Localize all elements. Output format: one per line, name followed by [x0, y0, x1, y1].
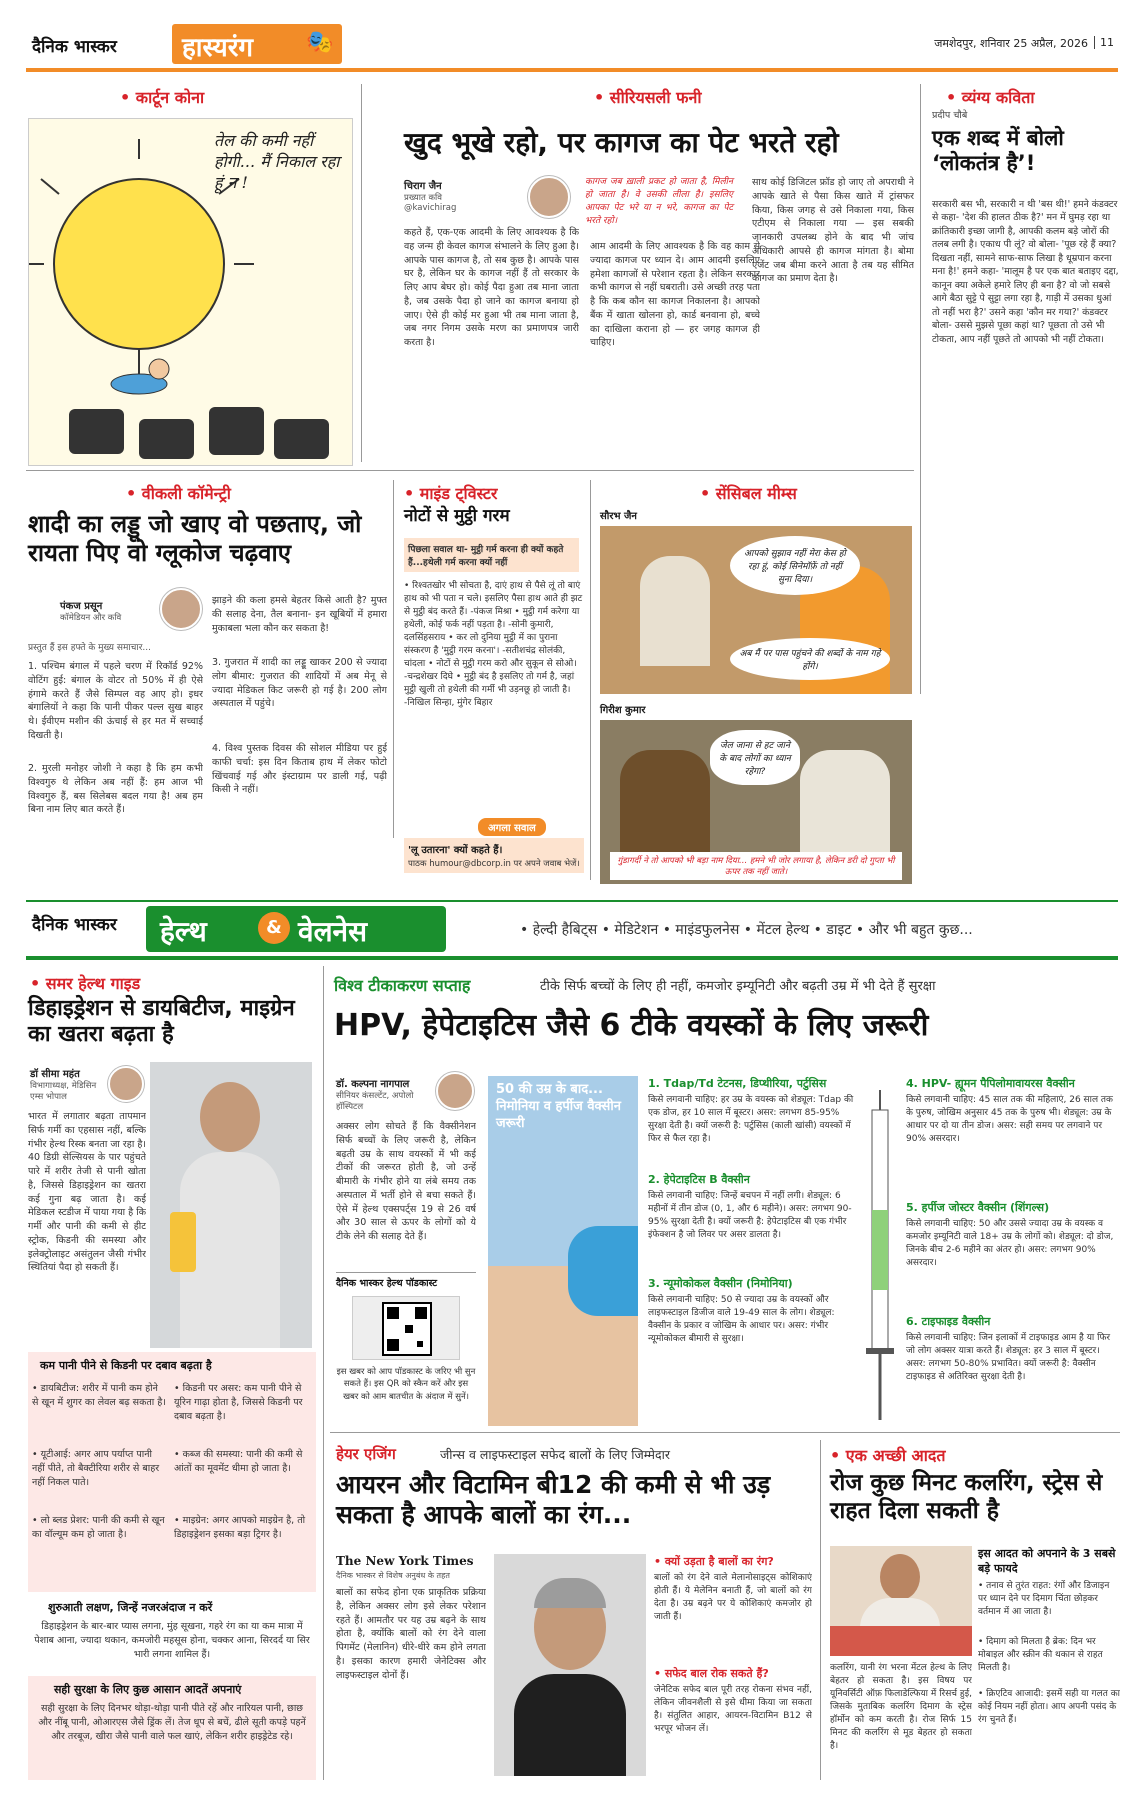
vaccine-intro: अक्सर लोग सोचते हैं कि वैक्सीनेशन सिर्फ बच्चों के लिए जरूरी है, लेकिन बढ़ती उम्र के साथ वयस्कों में भी कई टीकों की जरूरत होती है, जो उन्हें बीमारी के गंभीर होने या लंबे समय तक अस्पताल में भर्ती होने से बचा सकते हैं। ऐसे में हेल्थ एक्सपर्ट्स 19 से 26 वर्ष और 30 साल से ऊपर के लोगों को ये टीके लेने की सलाह देते हैं। [336, 1121, 476, 1243]
serious-tag: • सीरियसली फनी [594, 86, 701, 108]
author-avatar [108, 1066, 144, 1102]
vaccine-2-heading: 2. हेपेटाइटिस B वैक्सीन [648, 1173, 750, 1186]
meme-caption-2: गुंडागर्दी ने तो आपको भी बड़ा नाम दिया... हमने भी जोर लगाया है, लेकिन डरी दो गुप्ता भी ऊपर तक नहीं जाते। [610, 852, 902, 880]
vaccine-5-heading: 5. हर्पीज जोस्टर वैक्सीन (शिंगल्स) [906, 1201, 1050, 1214]
hair-question-2: • सफेद बाल रोक सकते हैं? [654, 1667, 769, 1680]
gloved-hand [568, 1226, 638, 1316]
summer-sub-2: शुरुआती लक्षण, जिन्हें नजरअंदाज न करें [48, 1601, 213, 1614]
hair-source-sub: दैनिक भास्कर से विशेष अनुबंध के तहत [336, 1571, 450, 1580]
divider [361, 84, 362, 462]
vaccine-6-text: किसे लगवानी चाहिए: जिन इलाकों में टाइफाइड आम है या फिर जो लोग अक्सर यात्रा करते हैं। शेड्यूल: हर 3 साल में बूस्टर। असर: लगभग 50-80% प्रभावित। क्यों जरूरी है: वैक्सीन टाइफाइड से अतिरिक्त सुरक्षा देती है। [906, 1333, 1111, 1383]
author-role: कॉमेडियन और कवि [60, 613, 122, 623]
divider [820, 1440, 821, 1780]
mind-twister-headline: नोटों से मुट्ठी गरम [404, 506, 510, 526]
meme-bubble-2: जेल जाना से हट जाने के बाद लोगों का ध्यान रहेगा? [710, 730, 800, 785]
meme-bubble-1b: अब मैं पर पास पहुंचने की शब्दों के नाम गहे होंगे। [730, 638, 890, 680]
weekly-tag: • वीकली कॉमेन्ट्री [126, 482, 231, 504]
summer-point-1: • डायबिटीज: शरीर में पानी कम होने से खून में शुगर का लेवल बढ़ सकता है। [32, 1383, 166, 1408]
health-title-left: हेल्थ [160, 915, 207, 948]
poem-tag: • व्यंग्य कविता [946, 86, 1035, 108]
health-newspaper-logo: दैनिक भास्कर [32, 915, 117, 935]
author-avatar [528, 176, 570, 218]
divider [920, 84, 921, 694]
habit-benefit-2: • दिमाग को मिलता है ब्रेक: दिन भर मोबाइल और स्क्रीन की थकान से राहत मिलती है। [978, 1637, 1103, 1674]
author-role: विभागाध्यक्ष, मेडिसिन एम्स भोपाल [30, 1081, 97, 1102]
vaccine-3-heading: 3. न्यूमोकोकल वैक्सीन (निमोनिया) [648, 1277, 793, 1290]
habit-para: कलरिंग, यानी रंग भरना मेंटल हेल्थ के लिए बेहतर हो सकता है। इस विषय पर यूनिवर्सिटी ऑफ़ फिलाडेल्फिया में रिसर्च हुई, जिसके मुताबिक कलरिंग दिमाग के स्ट्रेस हॉर्मोन को कम करती है। रोज सिर्फ 15 मिनट की कलरिंग से मूड बेहतर हो सकता है। [830, 1663, 972, 1752]
podcast-text: इस खबर को आप पॉडकास्ट के जरिए भी सुन सकते हैं। इस QR को स्कैन करें और इस खबर को आम बातचीत के अंदाज में सुनें। [336, 1367, 476, 1402]
masks-icon: 🎭 [306, 30, 334, 55]
qr-graphic [353, 1297, 461, 1361]
page-number: 11 [1094, 36, 1114, 49]
summer-tag: • समर हेल्थ गाइड [30, 972, 140, 994]
summer-point-8: सही सुरक्षा के लिए दिनभर थोड़ा-थोड़ा पानी पीते रहें और नारियल पानी, छाछ और नींबू पानी, ओआरएस जैसे ड्रिंक लें। तेज धूप से बचें, ढीले सूती कपड़े पहनें और तरबूज, खीरा जैसे पानी वाले फल खाएं, लेकिन शरीर हाइड्रेटेड रहे। [38, 1703, 306, 1742]
health-rule-top [26, 900, 1118, 902]
vaccine-byline [336, 1076, 436, 1112]
meme-photo-2 [600, 720, 912, 884]
qr-code-icon[interactable] [352, 1296, 460, 1360]
summer-sub-1: कम पानी पीने से किडनी पर दबाव बढ़ता है [40, 1359, 212, 1372]
section-title-box [172, 24, 342, 64]
next-question-label: अगला सवाल [478, 818, 546, 836]
hair-headline: आयरन और विटामिन बी12 की कमी से भी उड़ सकता है आपके बालों का रंग... [336, 1470, 771, 1529]
summer-headline: डिहाइड्रेशन से डायबिटीज, माइग्रेन का खतरा बढ़ता है [28, 996, 295, 1048]
habit-benefit-1: • तनाव से तुरंत राहत: रंगों और डिजाइन पर ध्यान देने पर दिमाग चिंता छोड़कर वर्तमान में आ जाता है। [978, 1581, 1110, 1618]
vaccine-headline: HPV, हेपेटाइटिस जैसे 6 टीके वयस्कों के लिए जरूरी [334, 1008, 929, 1043]
cartoon-tag: • कार्टून कोना [120, 86, 204, 108]
vaccine-3-text: किसे लगवानी चाहिए: 50 से ज्यादा उम्र के वयस्कों और लाइफस्टाइल डिजीज वाले 19-49 साल के लोग। शेड्यूल: वैक्सीन के प्रकार व जोखिम के आधार पर। असर: गंभीर न्यूमोकोकल बीमारी से सुरक्षा। [648, 1295, 835, 1345]
masthead [26, 22, 1118, 66]
ampersand-icon: & [258, 912, 290, 944]
vaccine-4-heading: 4. HPV- ह्यूमन पैपिलोमावायरस वैक्सीन [906, 1077, 1075, 1090]
person-2 [800, 750, 890, 860]
meme-photo-1 [600, 526, 912, 694]
summer-point-7: डिहाइड्रेशन के बार-बार प्यास लगना, मुंह सूखना, गहरे रंग का या कम मात्रा में पेशाब आना, ज्यादा थकान, कमजोरी महसूस होना, चक्कर आना, सिरदर्द या सिर भारी लगना शामिल हैं। [34, 1621, 310, 1660]
email-note: पाठक humour@dbcorp.in पर अपने जवाब भेजें। [404, 858, 584, 873]
author-role: प्रख्यात कवि [404, 193, 442, 203]
person-1 [620, 750, 710, 860]
vaccine-6-heading: 6. टाइफाइड वैक्सीन [906, 1315, 991, 1328]
summer-point-4: • कब्ज की समस्या: पानी की कमी से आंतों का मूवमेंट धीमा हो जाता है। [174, 1449, 303, 1474]
author-name: डॉ. कल्पना नागपाल [336, 1079, 410, 1090]
author-role: सीनियर कंसल्टेंट, अपोलो हॉस्पिटल [336, 1091, 414, 1112]
person-1 [640, 556, 710, 666]
cartoon-panel [28, 118, 353, 466]
habit-sub: इस आदत को अपनाने के 3 सबसे बड़े फायदे [978, 1547, 1116, 1575]
summer-point-3: • यूटीआई: अगर आप पर्याप्त पानी नहीं पीते, तो बैक्टीरिया शरीर से बाहर नहीं निकल पाते। [32, 1449, 160, 1488]
man-grey-hair-photo [494, 1554, 646, 1776]
vaccine-2-text: किसे लगवानी चाहिए: जिन्हें बचपन में नहीं लगी। शेड्यूल: 6 महीनों में तीन डोज (0, 1, और 6 महीने)। असर: लगभग 90-95% सुरक्षा देती है। क्यों जरूरी है: हेपेटाइटिस बी एक गंभीर इंफेक्शन है जो लिवर पर असर डालता है। [648, 1191, 852, 1241]
hair-answer-1: बालों को रंग देने वाले मेलानोसाइट्स कोशिकाएं होती हैं। ये मेलेनिन बनाती हैं, जो बालों को रंग देता है। उम्र बढ़ने पर ये कोशिकाएं कमजोर हो जाती हैं। [654, 1573, 812, 1623]
health-title-right: वेलनेस [298, 915, 368, 948]
shirt [514, 1674, 626, 1776]
coloring-book [830, 1626, 972, 1656]
grey-hair [534, 1578, 606, 1608]
serious-col3: साथ कोई डिजिटल फ्रॉड हो जाए तो अपराधी ने आपके खाते से पैसा किस खाते में ट्रांसफर किया, किस जगह से उसे निकाला गया, किस एटीएम से निकाला गया — इस सबकी जानकारी उपलब्ध होने के बाद भी जांच अधिकारी आपसे ही कागज मांगता है। बोमा एजेंट जब बीमा करने आता है तब यह सीमित कागज का प्रमाण देता है। [752, 177, 914, 285]
weekly-byline [60, 598, 121, 623]
vaccine-kicker: टीके सिर्फ बच्चों के लिए ही नहीं, कमजोर इम्यूनिटी और बढ़ती उम्र में भी देते हैं सुरक्षा [540, 979, 936, 994]
weekly-item-3: 3. गुजरात में शादी का लड्डू खाकर 200 से ज्यादा लोग बीमार: गुजरात की शादियों में अब मेनू से ज्यादा मेडिकल किट जरूरी हो गई है। 200 लोग अस्पताल में पहुंचे। [212, 657, 387, 710]
author-handle: @kavichirag [404, 203, 457, 213]
poem-text: सरकारी बस भी, सरकारी न थी 'बस थी!' हमने कंडक्टर से कहा- 'देश की हालत ठीक है?' मन में घुमड़ रहा था क्रांतिकारी इच्छा जागी है, आपकी कलम बड़े जोरों की तलब लगी है। एकाध पी लूं? वो बोला- 'पूछ रहे हैं क्या? दिखता नहीं, सामने साफ-साफ लिखा है धूम्रपान करना मना है!' हमने कहा- 'मालूम है पर एक बात बताइए दद्दा, कानून क्या अकेले हमारे लिए ही बना है? वो जो सबसे आगे बैठा सुट्टे पे सुट्टा लगा रहा है, गाड़ी में उसका धुआं तो नहीं भरा है?' उसने कहा 'कौन मर गया?' कंडक्टर बोला- उससे मुझसे पूछा कहां था? पूछता तो उसे भी टोकता, आप नहीं पूछते तो आपको भी नहीं टोकता। [932, 199, 1119, 345]
meme-credit-2: गिरीश कुमार [600, 705, 646, 716]
hair-kicker: जीन्स व लाइफस्टाइल सफेद बालों के लिए जिम्मेदार [440, 1447, 671, 1462]
summer-byline [30, 1066, 110, 1102]
divider [590, 480, 591, 880]
mind-twister-question: पिछला सवाल था- मुट्ठी गर्म करना ही क्यों कहते हैं...हथेली गर्म करना क्यों नहीं [404, 538, 579, 572]
section-title: हास्यरंग [182, 33, 254, 63]
woman-drinking-photo [150, 1062, 312, 1348]
hair-tag: हेयर एजिंग [336, 1445, 396, 1463]
vaccine-tag: विश्व टीकाकरण सप्ताह [334, 976, 471, 995]
author-avatar [436, 1072, 474, 1110]
summer-point-5: • लो ब्लड प्रेशर: पानी की कमी से खून का वॉल्यूम कम हो जाता है। [32, 1515, 165, 1540]
summer-point-2: • किडनी पर असर: कम पानी पीने से यूरिन गाढ़ा होता है, जिससे किडनी पर दबाव बढ़ता है। [174, 1383, 303, 1422]
vaccine-5-text: किसे लगवानी चाहिए: 50 और उससे ज्यादा उम्र के वयस्क व कमजोर इम्यूनिटी वाले 18+ उम्र के लोगों को। शेड्यूल: दो डोज, जिनके बीच 2-6 महीने का अंतर हो। असर: लगभग 90% असरदार। [906, 1219, 1114, 1269]
divider [393, 480, 394, 838]
syringe-graphic [858, 1090, 902, 1430]
photo-caption: 50 की उम्र के बाद... निमोनिया व हर्पीज वैक्सीन जरूरी [496, 1082, 621, 1131]
summer-sub-3: सही सुरक्षा के लिए कुछ आसान आदतें अपनाएं [54, 1683, 242, 1696]
serious-headline: खुद भूखे रहो, पर कागज का पेट भरते रहो [404, 126, 839, 159]
mind-twister-tag: • माइंड ट्विस्टर [404, 482, 497, 504]
weekly-headline: शादी का लड्डू जो खाए वो पछताए, जो रायता पिए वो ग्लूकोज चढ़वाए [28, 510, 362, 567]
meme-bubble-1a: आपको सुझाव नहीं मेरा केस हो रहा हूं, कोई सिनेमॉफ़ें तो नहीं सुना दिया। [730, 536, 860, 595]
divider [330, 1432, 1120, 1433]
divider [26, 470, 914, 471]
hair-question-1: • क्यों उड़ता है बालों का रंग? [654, 1555, 774, 1568]
bottle [170, 1212, 196, 1272]
habit-benefit-3: • क्रिएटिव आजादी: इसमें सही या गलत का कोई नियम नहीं होता। आप अपनी पसंद के रंग चुनते हैं। [978, 1689, 1120, 1726]
vaccine-1-heading: 1. Tdap/Td टेटनस, डिप्थीरिया, पर्टुसिस [648, 1077, 827, 1090]
health-nav: • हेल्दी हैबिट्स • मेडिटेशन • माइंडफुलनेस • मेंटल हेल्थ • डाइट • और भी बहुत कुछ... [520, 922, 973, 938]
next-question: 'लू उतारना' क्यों कहते हैं। [404, 838, 584, 860]
vaccine-1-text: किसे लगवानी चाहिए: हर उम्र के वयस्क को शेड्यूल: Tdap की एक डोज, हर 10 साल में बूस्टर। असर: लगभग 85-95% सुरक्षा देती है। क्यों जरूरी है: पर्टुसिस (काली खांसी) वयस्कों में फिर से फैल रहा है। [648, 1095, 854, 1145]
hair-answer-2: जेनेटिक सफेद बाल पूरी तरह रोकना संभव नहीं, लेकिन जीवनशैली से इसे धीमा किया जा सकता है। संतुलित आहार, आयरन-विटामिन B12 से भरपूर भोजन लें। [654, 1685, 812, 1735]
weekly-intro: प्रस्तुत हैं इस हफ्ते के मुख्य समाचार... [28, 643, 151, 653]
vaccine-4-text: किसे लगवानी चाहिए: 45 साल तक की महिलाएं, 26 साल तक के पुरुष, जोखिम अनुसार 45 तक के पुरुष भी। शेड्यूल: उम्र के आधार पर दो या तीन डोज। असर: सही समय पर लगवाने पर 90% असरदार। [906, 1095, 1113, 1145]
weekly-col-a: झाड़ने की कला हमसे बेहतर किसे आती है? मुफ्त की सलाह देना, तैल बनाना- इन खूबियों में हमारा मुकाबला भला कौन कर सकता है! [212, 595, 387, 634]
masthead-rule [26, 68, 1118, 72]
head [200, 1082, 260, 1152]
author-name: पंकज प्रसून [60, 601, 103, 612]
health-title-box [146, 906, 446, 952]
weekly-item-4: 4. विश्व पुस्तक दिवस की सोशल मीडिया पर हुई काफी चर्चा: इस दिन किताब हाथ में लेकर फोटो खिंचवाई गई और इंस्टाग्राम पर डाली गई, पढ़ी किसी ने नहीं। [212, 743, 387, 796]
weekly-item-2: 2. मुरली मनोहर जोशी ने कहा है कि हम कभी विश्वगुरु थे लेकिन अब नहीं हैं: हम आज भी विश्वगुरु हैं, बस सिलेबस बदल गया है! अब हम बिना नाम लिए बात करते हैं। [28, 763, 203, 816]
habit-tag: • एक अच्छी आदत [830, 1444, 946, 1466]
poem-headline: एक शब्द में बोलो ‘लोकतंत्र है’! [932, 126, 1064, 176]
serious-byline [404, 178, 524, 213]
hair-para-1: बालों का सफेद होना एक प्राकृतिक प्रक्रिया है, लेकिन अक्सर लोग इसे लेकर परेशान रहते हैं। आमतौर पर यह उम्र बढ़ने के साथ होता है, क्योंकि बालों को रंग देने वाला पिगमेंट (मेलानिन) धीरे-धीरे कम होने लगता है। इसका कारण हमारी जेनेटिक्स और लाइफस्टाइल दोनों हैं। [336, 1587, 486, 1681]
author-name: डॉ सीमा महंत [30, 1069, 80, 1080]
meme-credit-1: सौरभ जैन [600, 511, 637, 522]
health-rule [26, 956, 1118, 960]
memes-tag: • सेंसिबल मीम्स [700, 482, 797, 504]
dateline: जमशेदपुर, शनिवार 25 अप्रैल, 2026 [934, 37, 1088, 50]
podcast-title: दैनिक भास्कर हेल्थ पॉडकास्ट [336, 1272, 476, 1289]
weekly-item-1: 1. पश्चिम बंगाल में पहले चरण में रिकॉर्ड 92% वोटिंग हुई: बंगाल के वोटर तो 50% में ही ऐसे हंगामे करते हैं जैसे सिम्पल वह आए हो। इधर बंगालियों ने कहा कि पानी पीकर पल्ल सुख बाहर थे। ईवीएम मशीन की ऊंचाई से हर मत में सच्चाई दिखती है। [28, 661, 203, 741]
author-avatar [160, 588, 202, 630]
summer-intro: भारत में लगातार बढ़ता तापमान सिर्फ गर्मी का एहसास नहीं, बल्कि गंभीर हेल्थ रिस्क बनता जा रहा है। 40 डिग्री सेल्सियस के पार पहुंचते पारे में शरीर तेजी से पानी खोता है, जिससे डिहाइड्रेशन का खतरा कई गुना बढ़ जाता है। कई मेडिकल स्टडीज में पाया गया है कि गर्मी और पानी की कमी से हीट स्ट्रोक, किडनी की समस्या और इलेक्ट्रोलाइट असंतुलन जैसी गंभीर स्थितियां पैदा हो सकती हैं। [28, 1111, 146, 1274]
serious-standfirst: कागज जब ख़ाली प्रकट हो जाता है, मिलीन हो जाता है। वे उसकी लीला है। इसलिए आपका पेट भरे या न भरे, कागज का पेट भरते रहो। [585, 177, 733, 227]
serious-col2: आम आदमी के लिए आवश्यक है कि वह काम से ज्यादा कागज पर ध्यान दे। आम आदमी इसलिए हमेशा कागजों से परेशान रहता है। लेकिन सरकार कभी कागज से नहीं घबराती। उसे अच्छी तरह पता है कि कब कौन सा कागज निकालना है। आपको बैंक में खाता खोलना हो, कार्ड बनवाना हो, बच्चे का दाखिला कराना हो — हर जगह कागज ही चाहिए। [590, 241, 760, 349]
cartoon-bubble: तेल की कमी नहीं होगी... मैं निकाल रहा हूं न ! [214, 131, 340, 192]
divider [323, 966, 324, 1780]
summer-point-6: • माइग्रेन: अगर आपको माइग्रेन है, तो डिहाइड्रेशन इसका बड़ा ट्रिगर है। [174, 1515, 306, 1540]
coloring-photo [830, 1546, 972, 1656]
newspaper-logo: दैनिक भास्कर [32, 37, 117, 57]
serious-col1: कहते हैं, एक-एक आदमी के लिए आवश्यक है कि वह जन्म ही केवल कागज संभालने के लिए हुआ है। आपके पास कागज है, तो सब कुछ है। आपके पास घर है, लेकिन घर के कागज नहीं हैं तो सरकार के लिए आप बेघर हो। कोई पैदा हुआ तब माना जाता है, जब उसके पैदा हो जाने का कागज बनाया हो जाए। ऐसे ही कोई मर हुआ भी तब माना जाता है, जब नगर निगम उसके मरण का प्रमाणपत्र जारी करता है। [404, 227, 579, 349]
poem-author: प्रदीप चौबे [932, 110, 968, 121]
habit-headline: रोज कुछ मिनट कलरिंग, स्ट्रेस से राहत दिला सकती है [830, 1470, 1103, 1524]
mind-twister-answers: • रिश्वतखोर भी सोचता है, दाएं हाथ से पैसे लूं तो बाएं हाथ को भी पता न चले। इसलिए पैसा हाथ आते ही झट से मुट्ठी बंद करते हैं। -पंकज मिश्रा • मुट्ठी गर्म करेगा या हथेली, कोई फर्क नहीं पड़ता है। -सोनी कुमारी, दलसिंहसराय • कर लो दुनिया मुट्ठी में का पुराना संस्करण है 'मुट्ठी गरम करना'। -सतीशचंद्र सोलंकी, चांदला • नोटों से मुट्ठी गरम करो और सुकून से सोओ। -चन्द्रशेखर दिघे • मुट्ठी बंद है इसलिए तो गर्म है, जहां मुट्ठी खुली तो हथेली की गर्मी भी उड़नछू हो जाती है। -निखिल सिन्हा, मुंगेर बिहार [404, 581, 583, 709]
author-name: चिराग जैन [404, 181, 442, 192]
head [880, 1554, 920, 1600]
hair-source: The New York Times [336, 1554, 474, 1568]
vaccination-photo [488, 1076, 638, 1426]
